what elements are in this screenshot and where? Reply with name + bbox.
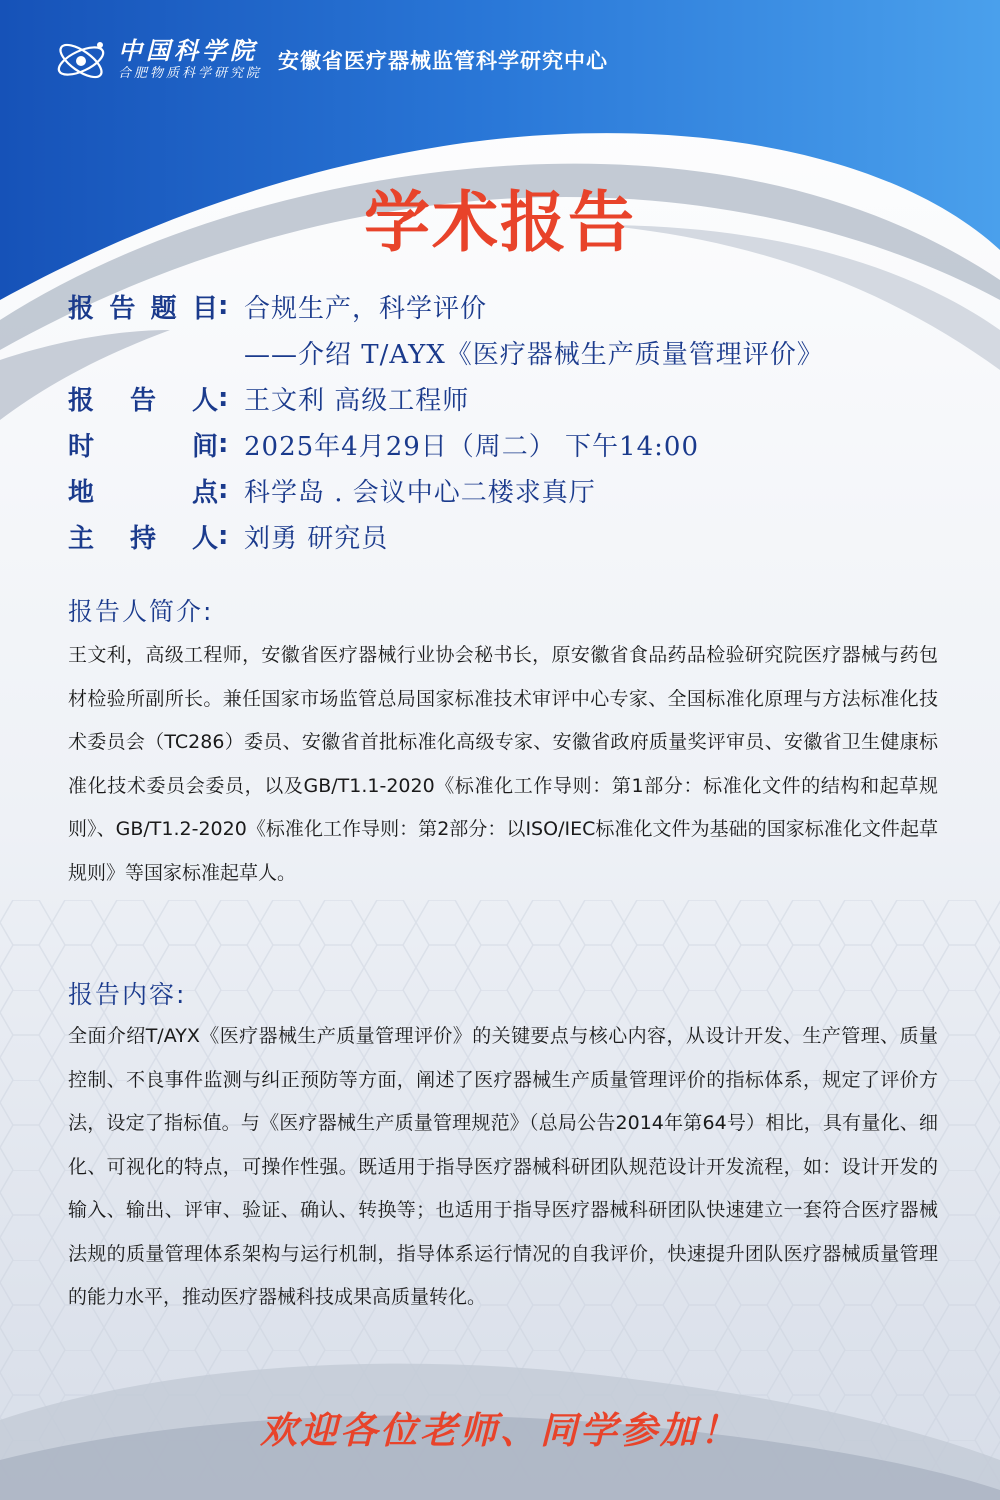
host-value: 刘勇 研究员 [244,523,389,554]
time-value: 2025年4月29日（周二） 下午14:00 [244,431,699,462]
topic-subtitle: ——介绍 T/AYX《医疗器械生产质量管理评价》 [244,339,824,370]
topic-subtitle-row [68,329,824,375]
institute-name: 合肥物质科学研究院 [118,66,263,81]
content-text: 全面介绍T/AYX《医疗器械生产质量管理评价》的关键要点与核心内容，从设计开发、生产管理、质量控制、不良事件监测与纠正预防等方面，阐述了医疗器械生产质量管理评价的指标体系，规定了评价方法，设定了指标值。与《医疗器械生产质量管理规范》（总局公告2014年第64号）相比，具有量化、细化、可视化的特点，可操作性强。既适用于指导医疗器械科研团队规范设计开发流程，如：设计开发的输入、输出、评审、验证、确认、转换等；也适用于指导医疗器械科研团队快速建立一套符合医疗器械法规的质量管理体系架构与运行机制，指导体系运行情况的自我评价，快速提升团队医疗器械质量管理的能力水平，推动医疗器械科技成果高质量转化。 [68,1025,938,1308]
topic-row [68,283,824,329]
place-row [68,467,824,513]
header [52,30,608,90]
place-label: 地 点 [68,477,218,508]
organizer-name: 安徽省医疗器械监管科学研究中心 [278,49,609,73]
speaker-label: 报 告 人 [68,385,218,416]
atom-orbit-icon [52,31,110,89]
label-separator: : [218,521,229,551]
label-separator: : [218,475,229,505]
time-label: 时 间 [68,431,218,462]
host-row [68,513,824,559]
time-row [68,421,824,467]
speaker-value: 王文利 高级工程师 [244,385,470,416]
welcome-message: 欢迎各位老师、同学参加！ [260,1409,740,1452]
poster-title: 学术报告 [364,184,636,261]
place-value: 科学岛 . 会议中心二楼求真厅 [244,477,596,508]
cas-logo-text [118,37,262,83]
label-separator: : [218,429,229,459]
bio-heading: 报告人简介: [68,597,214,626]
speaker-row [68,375,824,421]
content-heading: 报告内容: [68,980,187,1009]
event-info [68,283,824,559]
bio-text: 王文利，高级工程师，安徽省医疗器械行业协会秘书长，原安徽省食品药品检验研究院医疗器械与药包材检验所副所长。兼任国家市场监管总局国家标准技术审评中心专家、全国标准化原理与方法标准化技术委员会（TC286）委员、安徽省首批标准化高级专家、安徽省政府质量奖评审员、安徽省卫生健康标准化技术委员会委员，以及GB/T1.1-2020《标准化工作导则：第1部分：标准化文件的结构和起草规则》、GB/T1.2-2020《标准化工作导则：第2部分：以ISO/IEC标准化文件为基础的国家标准化文件起草规则》等国家标准起草人。 [68,644,938,884]
label-separator: : [218,291,229,321]
label-separator: : [218,383,229,413]
topic-label: 报 告 题 目 [68,293,218,324]
topic-value: 合规生产，科学评价 [244,293,488,324]
cas-name: 中国科学院 [118,36,258,65]
host-label: 主 持 人 [68,523,218,554]
